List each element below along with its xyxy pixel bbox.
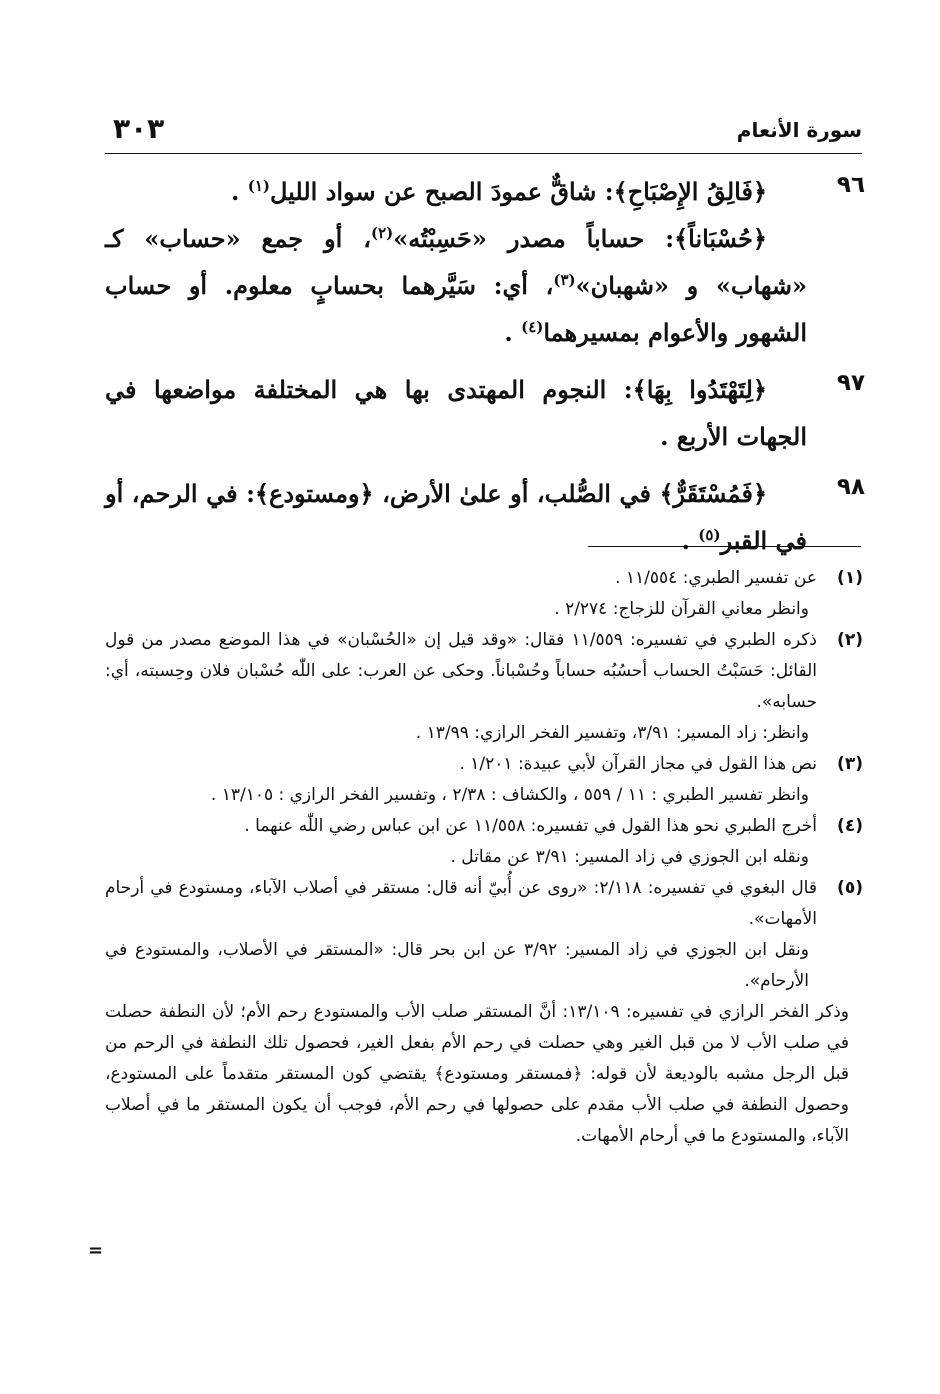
footnote-line: أخرج الطبري نحو هذا القول في تفسيره: ١١/٥٥٨ عن ابن عباس رضي اللّٰه عنهما . xyxy=(244,816,817,836)
explanation-text: . xyxy=(681,526,699,555)
footnote xyxy=(105,811,863,873)
footnote-number: (٥) xyxy=(837,878,863,898)
page-end-mark: = xyxy=(88,1240,104,1261)
footnote-line: وانظر معاني القرآن للزجاج: ٢/٢٧٤ . xyxy=(554,599,809,619)
footnote-number: (١) xyxy=(837,568,863,588)
verse-explanation xyxy=(105,470,807,564)
verse-entry xyxy=(105,168,865,356)
surah-title: سورة الأنعام xyxy=(736,118,862,142)
verse-number: ٩٨ xyxy=(836,474,865,500)
footnote xyxy=(105,563,863,625)
verse-number: ٩٦ xyxy=(836,172,865,198)
footnote-line: وذكر الفخر الرازي في تفسيره: ١٣/١٠٩: أنَّ المستقر صلب الأب والمستودع رحم الأم؛ لأن النطفة حصلت في صلب الأب لا من قبل الغير وهي حصلت في رحم الأم بفعل الغير، فحصول تلك النطفة في الرحم من قبل الرجل مشبه بالوديعة لأن قوله: ﴿فمستقر ومستودع﴾ يقتضي كون المستقر متقدماً على المستودع، وحصول النطفة في صلب الأب مقدم على حصولها في رحم الأم، فوجب أن يكون المستقر ما في أصلاب الآباء، والمستودع ما في أرحام الأمهات. xyxy=(105,1002,849,1146)
footnote-line: نص هذا القول في مجاز القرآن لأبي عبيدة: ١/٢٠١ . xyxy=(459,754,817,774)
verse-entry xyxy=(105,366,865,460)
footnote-ref: (٥) xyxy=(698,526,721,544)
verse-explanation xyxy=(105,366,807,460)
page-number: ٣٠٣ xyxy=(113,112,165,145)
explanation-text: ﴿لِتَهْتَدُوا بِهَا﴾: النجوم المهتدى بها هي المختلفة مواضعها في الجهات الأربع . xyxy=(105,375,807,451)
explanation-text: ، أو جمع «حساب» كـ «شهاب» و «شهبان» xyxy=(105,224,807,300)
footnote-number: (٢) xyxy=(837,630,863,650)
explanation-paragraph xyxy=(105,215,807,356)
footnote-ref: (٤) xyxy=(521,318,544,336)
footnote-line: وانظر تفسير الطبري : ١١ / ٥٥٩ ، والكشاف : ٢/٣٨ ، وتفسير الفخر الرازي : ١٣/١٠٥ . xyxy=(210,785,809,805)
page-header xyxy=(105,112,862,152)
explanation-paragraph xyxy=(105,366,807,460)
header-divider xyxy=(105,153,862,154)
footnote-text xyxy=(105,811,817,873)
footnote xyxy=(105,749,863,811)
explanation-paragraph xyxy=(105,470,807,564)
footnote-line: قال البغوي في تفسيره: ٢/١١٨: «روى عن أُبيّ أنه قال: مستقر في أصلاب الآباء، ومستودع في أرحام الأمهات». xyxy=(105,878,817,929)
explanation-text: ﴿فَمُسْتَقَرٌّ﴾ في الصُّلب، أو علىٰ الأرض، ﴿ومستودع﴾: في الرحم، أو في القبر xyxy=(105,479,807,555)
footnote-ref: (٢) xyxy=(371,224,394,242)
footnotes xyxy=(105,563,863,1152)
footnote-line: وانظر: زاد المسير: ٣/٩١، وتفسير الفخر الرازي: ١٣/٩٩ . xyxy=(415,723,809,743)
footnote-text xyxy=(105,873,849,1152)
explanation-text: ﴿حُسْبَاناً﴾: حساباً مصدر «حَسِبْتُه» xyxy=(393,224,767,253)
footnote-ref: (٣) xyxy=(553,271,576,289)
verse-number: ٩٧ xyxy=(836,370,865,396)
verse-entries xyxy=(105,168,865,574)
verse-entry xyxy=(105,470,865,564)
footnote-number: (٣) xyxy=(837,754,863,774)
footnote xyxy=(105,625,863,749)
verse-explanation xyxy=(105,168,807,356)
explanation-paragraph xyxy=(105,168,807,215)
footnote-line: ذكره الطبري في تفسيره: ١١/٥٥٩ فقال: «وقد قيل إن «الحُسْبان» في هذا الموضع مصدر من قول القائل: حَسَبْتُ الحساب أحسُبُه حساباً وحُسْباناً. وحكى عن العرب: على اللّٰه حُسْبان فلان وحِسبته، أي: حسابه». xyxy=(105,630,817,712)
explanation-text: . xyxy=(504,318,522,347)
footnote-line: عن تفسير الطبري: ١١/٥٥٤ . xyxy=(615,568,817,588)
explanation-text: ، أي: سَيَّرهما بحسابٍ معلوم. أو حساب الشهور والأعوام بمسيرهما xyxy=(105,271,807,347)
footnote-line: ونقله ابن الجوزي في زاد المسير: ٣/٩١ عن مقاتل . xyxy=(450,847,809,867)
explanation-text: . xyxy=(230,177,248,206)
footnote xyxy=(105,873,863,1152)
footnote-line: ونقل ابن الجوزي في زاد المسير: ٣/٩٢ عن ابن بحر قال: «المستقر في الأصلاب، والمستودع في الأرحام». xyxy=(105,940,809,991)
footnote-divider xyxy=(588,546,861,547)
footnote-ref: (١) xyxy=(247,177,270,195)
explanation-text: ﴿فَالِقُ الإِصْبَاحِ﴾: شاقٌّ عمودَ الصبح عن سواد الليل xyxy=(269,177,767,206)
footnote-text xyxy=(105,625,817,749)
footnote-text xyxy=(105,563,817,625)
footnote-number: (٤) xyxy=(837,816,863,836)
footnote-text xyxy=(105,749,817,811)
